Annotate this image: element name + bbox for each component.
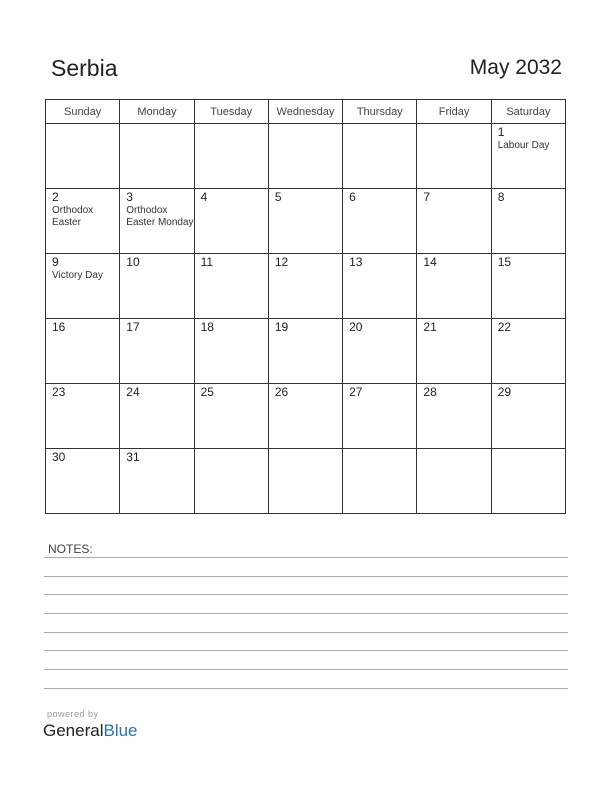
day-number: 20 xyxy=(349,320,363,334)
week-row xyxy=(46,319,566,384)
day-number: 30 xyxy=(52,450,66,464)
day-cell xyxy=(268,319,342,384)
day-cell xyxy=(194,189,268,254)
day-number: 11 xyxy=(200,255,214,269)
calendar-body xyxy=(46,124,566,514)
day-cell xyxy=(46,319,120,384)
day-cell xyxy=(343,319,417,384)
day-number xyxy=(343,124,416,126)
day-number: 15 xyxy=(497,255,512,269)
weekday-thursday: Thursday xyxy=(343,100,417,124)
day-number: 3 xyxy=(126,190,133,204)
note-line xyxy=(44,669,568,670)
day-number: 9 xyxy=(52,255,59,269)
calendar-grid xyxy=(45,99,566,514)
week-row xyxy=(46,124,566,189)
day-number: 1 xyxy=(497,125,505,139)
day-cell xyxy=(491,449,565,514)
day-cell xyxy=(268,124,342,189)
day-cell xyxy=(46,189,120,254)
day-number: 24 xyxy=(126,385,140,399)
day-cell xyxy=(194,449,268,514)
day-number xyxy=(417,124,490,126)
day-cell xyxy=(46,449,120,514)
note-line xyxy=(44,688,568,689)
note-line xyxy=(44,650,568,651)
holiday-label: Labour Day xyxy=(497,140,550,151)
holiday-label: Orthodox Easter Monday xyxy=(126,205,194,228)
day-cell xyxy=(343,254,417,319)
day-number: 22 xyxy=(497,320,512,334)
day-cell xyxy=(120,124,194,189)
day-cell xyxy=(46,124,120,189)
day-number: 19 xyxy=(274,320,289,334)
brand-blue-text: Blue xyxy=(103,721,138,740)
day-number: 13 xyxy=(349,255,363,269)
day-number: 27 xyxy=(349,385,363,399)
weekday-tuesday: Tuesday xyxy=(194,100,268,124)
day-number: 16 xyxy=(52,320,66,334)
day-number: 12 xyxy=(274,255,289,269)
day-cell xyxy=(417,189,491,254)
brand-logo xyxy=(43,721,138,741)
day-number: 26 xyxy=(274,385,289,399)
month-year-title: May 2032 xyxy=(469,56,562,79)
day-number xyxy=(269,449,342,451)
day-cell xyxy=(194,124,268,189)
day-number xyxy=(46,124,119,126)
day-cell xyxy=(417,319,491,384)
weekday-saturday: Saturday xyxy=(491,100,565,124)
day-cell xyxy=(46,384,120,449)
day-number: 31 xyxy=(126,450,140,464)
note-line xyxy=(44,632,568,633)
weekday-friday: Friday xyxy=(417,100,491,124)
day-number: 8 xyxy=(497,190,505,204)
day-cell xyxy=(491,254,565,319)
day-cell xyxy=(417,124,491,189)
day-number: 2 xyxy=(52,190,59,204)
country-title: Serbia xyxy=(51,55,118,81)
day-cell xyxy=(120,319,194,384)
day-cell xyxy=(491,319,565,384)
powered-by-text: powered by xyxy=(47,709,99,719)
day-cell xyxy=(268,384,342,449)
day-cell xyxy=(194,384,268,449)
day-number xyxy=(195,449,268,451)
brand-general-text: General xyxy=(43,721,104,740)
day-number: 5 xyxy=(274,190,282,204)
day-number: 6 xyxy=(349,190,356,204)
weekday-sunday: Sunday xyxy=(46,100,120,124)
day-cell xyxy=(120,384,194,449)
day-number: 25 xyxy=(200,385,214,399)
day-number: 18 xyxy=(200,320,214,334)
day-number: 29 xyxy=(497,385,512,399)
day-cell xyxy=(268,189,342,254)
week-row xyxy=(46,254,566,319)
holiday-label: Orthodox Easter xyxy=(52,205,94,228)
day-number: 28 xyxy=(423,385,437,399)
note-line xyxy=(44,594,568,595)
day-cell xyxy=(46,254,120,319)
day-number xyxy=(492,449,565,451)
day-number: 10 xyxy=(126,255,140,269)
note-line xyxy=(44,576,568,577)
day-cell xyxy=(343,384,417,449)
day-cell xyxy=(343,189,417,254)
day-cell xyxy=(417,449,491,514)
day-number xyxy=(343,449,416,451)
day-number: 7 xyxy=(423,190,431,204)
note-line xyxy=(44,557,568,558)
day-number xyxy=(417,449,490,451)
day-cell xyxy=(343,124,417,189)
holiday-label: Victory Day xyxy=(52,270,103,281)
weekday-wednesday: Wednesday xyxy=(268,100,342,124)
day-cell xyxy=(417,384,491,449)
day-cell xyxy=(417,254,491,319)
weekday-header-row xyxy=(46,100,566,124)
day-cell xyxy=(343,449,417,514)
day-cell xyxy=(491,189,565,254)
day-number xyxy=(120,124,193,126)
day-number: 14 xyxy=(423,255,437,269)
day-cell xyxy=(194,319,268,384)
day-cell xyxy=(120,254,194,319)
day-number xyxy=(195,124,268,126)
note-line xyxy=(44,613,568,614)
day-cell xyxy=(194,254,268,319)
day-cell xyxy=(268,254,342,319)
day-cell xyxy=(268,449,342,514)
day-number: 21 xyxy=(423,320,437,334)
weekday-monday: Monday xyxy=(120,100,194,124)
day-number: 17 xyxy=(126,320,140,334)
week-row xyxy=(46,189,566,254)
day-cell xyxy=(491,384,565,449)
day-cell xyxy=(120,449,194,514)
day-cell xyxy=(491,124,565,189)
day-number xyxy=(269,124,342,126)
week-row xyxy=(46,449,566,514)
notes-label: NOTES: xyxy=(48,542,93,556)
day-number: 4 xyxy=(200,190,208,204)
day-cell xyxy=(120,189,194,254)
week-row xyxy=(46,384,566,449)
day-number: 23 xyxy=(52,385,66,399)
